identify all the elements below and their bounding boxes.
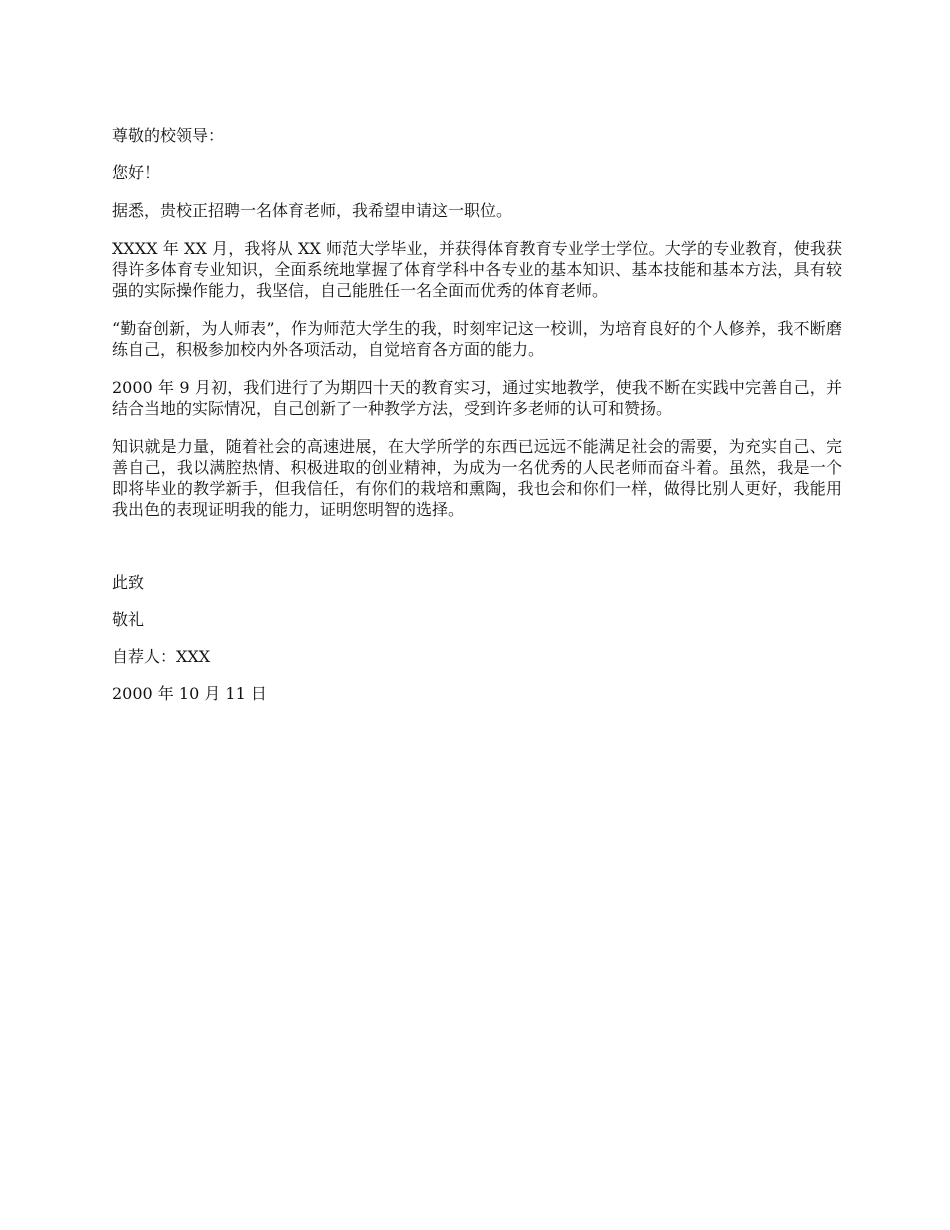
closing-line-1: 此致 <box>112 573 145 592</box>
salutation: 尊敬的校领导： <box>112 126 225 145</box>
closing-line-2: 敬礼 <box>112 610 145 629</box>
paragraph-conclusion: 知识就是力量，随着社会的高速进展，在大学所学的东西已远远不能满足社会的需要，为充实自己、完善自己，我以满腔热情、积极进取的创业精神，为成为一名优秀的人民老师而奋斗着。虽然，我是一个即将毕业的教学新手，但我信任，有你们的栽培和熏陶，我也会和你们一样，做得比别人更好，我能用我出色的表现证明我的能力，证明您明智的选择。 <box>112 437 842 519</box>
signature: 自荐人：XXX <box>112 647 211 666</box>
paragraph-education: XXXX 年 XX 月，我将从 XX 师范大学毕业，并获得体育教育专业学士学位。大学的专业教育，使我获得许多体育专业知识，全面系统地掌握了体育学科中各专业的基本知识、基本技能和基本方法，具有较强的实际操作能力，我坚信，自己能胜任一名全面而优秀的体育老师。 <box>112 239 842 300</box>
greeting: 您好！ <box>112 163 161 182</box>
paragraph-intent: 据悉，贵校正招聘一名体育老师，我希望申请这一职位。 <box>112 201 513 220</box>
closing-spacer <box>112 537 842 573</box>
paragraph-motto: “勤奋创新，为人师表”，作为师范大学生的我，时刻牢记这一校训，为培育良好的个人修养，我不断磨练自己，积极参加校内外各项活动，自觉培育各方面的能力。 <box>112 319 842 359</box>
letter-date: 2000 年 10 月 11 日 <box>112 684 267 703</box>
paragraph-internship: 2000 年 9 月初，我们进行了为期四十天的教育实习，通过实地教学，使我不断在实践中完善自己，并结合当地的实际情况，自己创新了一种教学方法，受到许多老师的认可和赞扬。 <box>112 378 842 418</box>
letter-body <box>112 126 842 721</box>
